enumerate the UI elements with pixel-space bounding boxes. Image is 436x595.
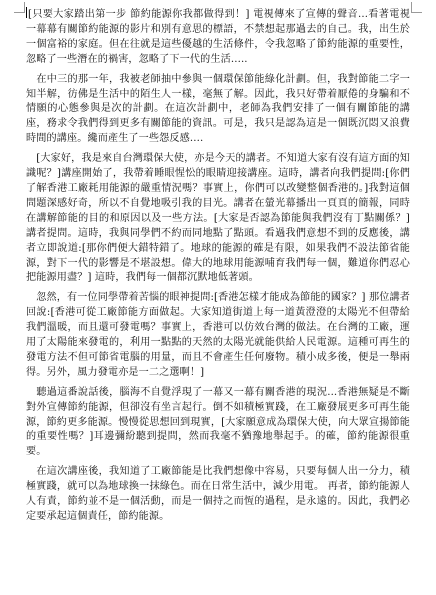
paragraph-1 <box>26 7 410 68</box>
margin-corner-mark-top-right <box>411 2 422 13</box>
text-cursor <box>26 7 27 18</box>
paragraph-1-text: [只要大家踏出第一步 節約能源你我都做得到！] 電視傳來了宣傳的聲音...看著電視一幕幕有關節約能源的影片和別有意思的標語，不禁想起那過去的自己。我，出生於一個富裕的家庭。但在往就是這些優越的生活條件，令我忽略了節約能源的重要性，忽略了一些潛在的禍害，忽略了下一代的生活..... <box>26 9 410 65</box>
document-body[interactable] <box>26 7 410 525</box>
margin-corner-mark-top-left <box>14 2 25 13</box>
paragraph-5: 聽過這番說話後，腦海不自覺浮現了一幕又一幕有關香港的現況...香港無疑是不斷對外宣傳節約能源，但卻沒有坐言起行。倒不如積極實踐，在工廠發展更多可再生能源，節約更多能源。慢慢從思想回到現實，[大家願意成為環保大使，向大眾宣揚節能的重要性嗎？]耳邊彌紛聽到提問，然而我毫不猶豫地舉起手。的確，節約能源很重要。 <box>26 386 410 458</box>
paragraph-3: [大家好，我是來自台灣環保大使，亦是今天的講者。不知道大家有沒有這方面的知識呢？]講座開始了，我帶着睡眼惺忪的眼睛迎接講座。這時，講者向我們提問:[你們了解香港工廠耗用能源的嚴重情況嗎？事實上，你們可以改變整個香港的。]我對這個問題深感好奇，所以不自覺地吸引我的目光。講者在螢光幕播出一頁頁的簡報，同時在講解節能的目的和原因以及一些方法。[大家是否認為節能與我們沒有丁點關係？]講者提問。這時，我與同學們不約而同地點了點頭。看過我們意想不到的反應後，講者立即說道:[那你們便大錯特錯了。地球的能源的確是有限，如果我們不設法節省能源，對下一代的影響是不堪設想。偉大的地球用能源哺育我們每一個，難道你們忍心把能源用盡？] 這時，我們每一個都沉默地低著頭。 <box>26 153 410 284</box>
paragraph-2: 在中三的那一年，我被老師抽中參與一個環保節能綠化計劃。但，我對節能二字一知半解，彷佛是生活中的陌生人一樣，毫無了解。因此，我只好帶着厭倦的身騙和不情願的心態參與是次的計劃。在這次計劃中，老師為我們安排了一個有關節能的講座，務求令我們得到更多有關節能的資訊。可是，我只是認為這是一個既沉悶又浪費時間的講座。纔而產生了一些怨反感.... <box>26 73 410 145</box>
paragraph-4: 忽然，有一位同學帶着苦惱的眼神提問:[香港怎樣才能成為節能的國家？] 那位講者回說:[香港可從工廠節能方面做起。大家知道街道上每一道黃澄澄的太陽光不但帶給我們溫暖，而且還可發電嗎？事實上，香港可以仿效台灣的做法。在台灣的工廠，運用了太陽能來發電的，利用一點點的天然的太陽光就能供給人民電源。這種可再生的發電方法不但可節省電腦的用量，而且不會產生任何廢物。積小成多後，便是一舉兩得。另外，風力發電亦是一二之選啊！] <box>26 292 410 378</box>
paragraph-6: 在這次講座後，我知道了工廠節能是比我們想像中容易，只要每個人出一分力，積極實踐，就可以為地球換一抹綠色。而在日常生活中，減少用電。 再者，節約能源人人有責，節約並不是一個活動，而是一個持之而恆的過程，是永遠的。因此，我們必定要承起這個責任，節約能源。 <box>26 466 410 522</box>
